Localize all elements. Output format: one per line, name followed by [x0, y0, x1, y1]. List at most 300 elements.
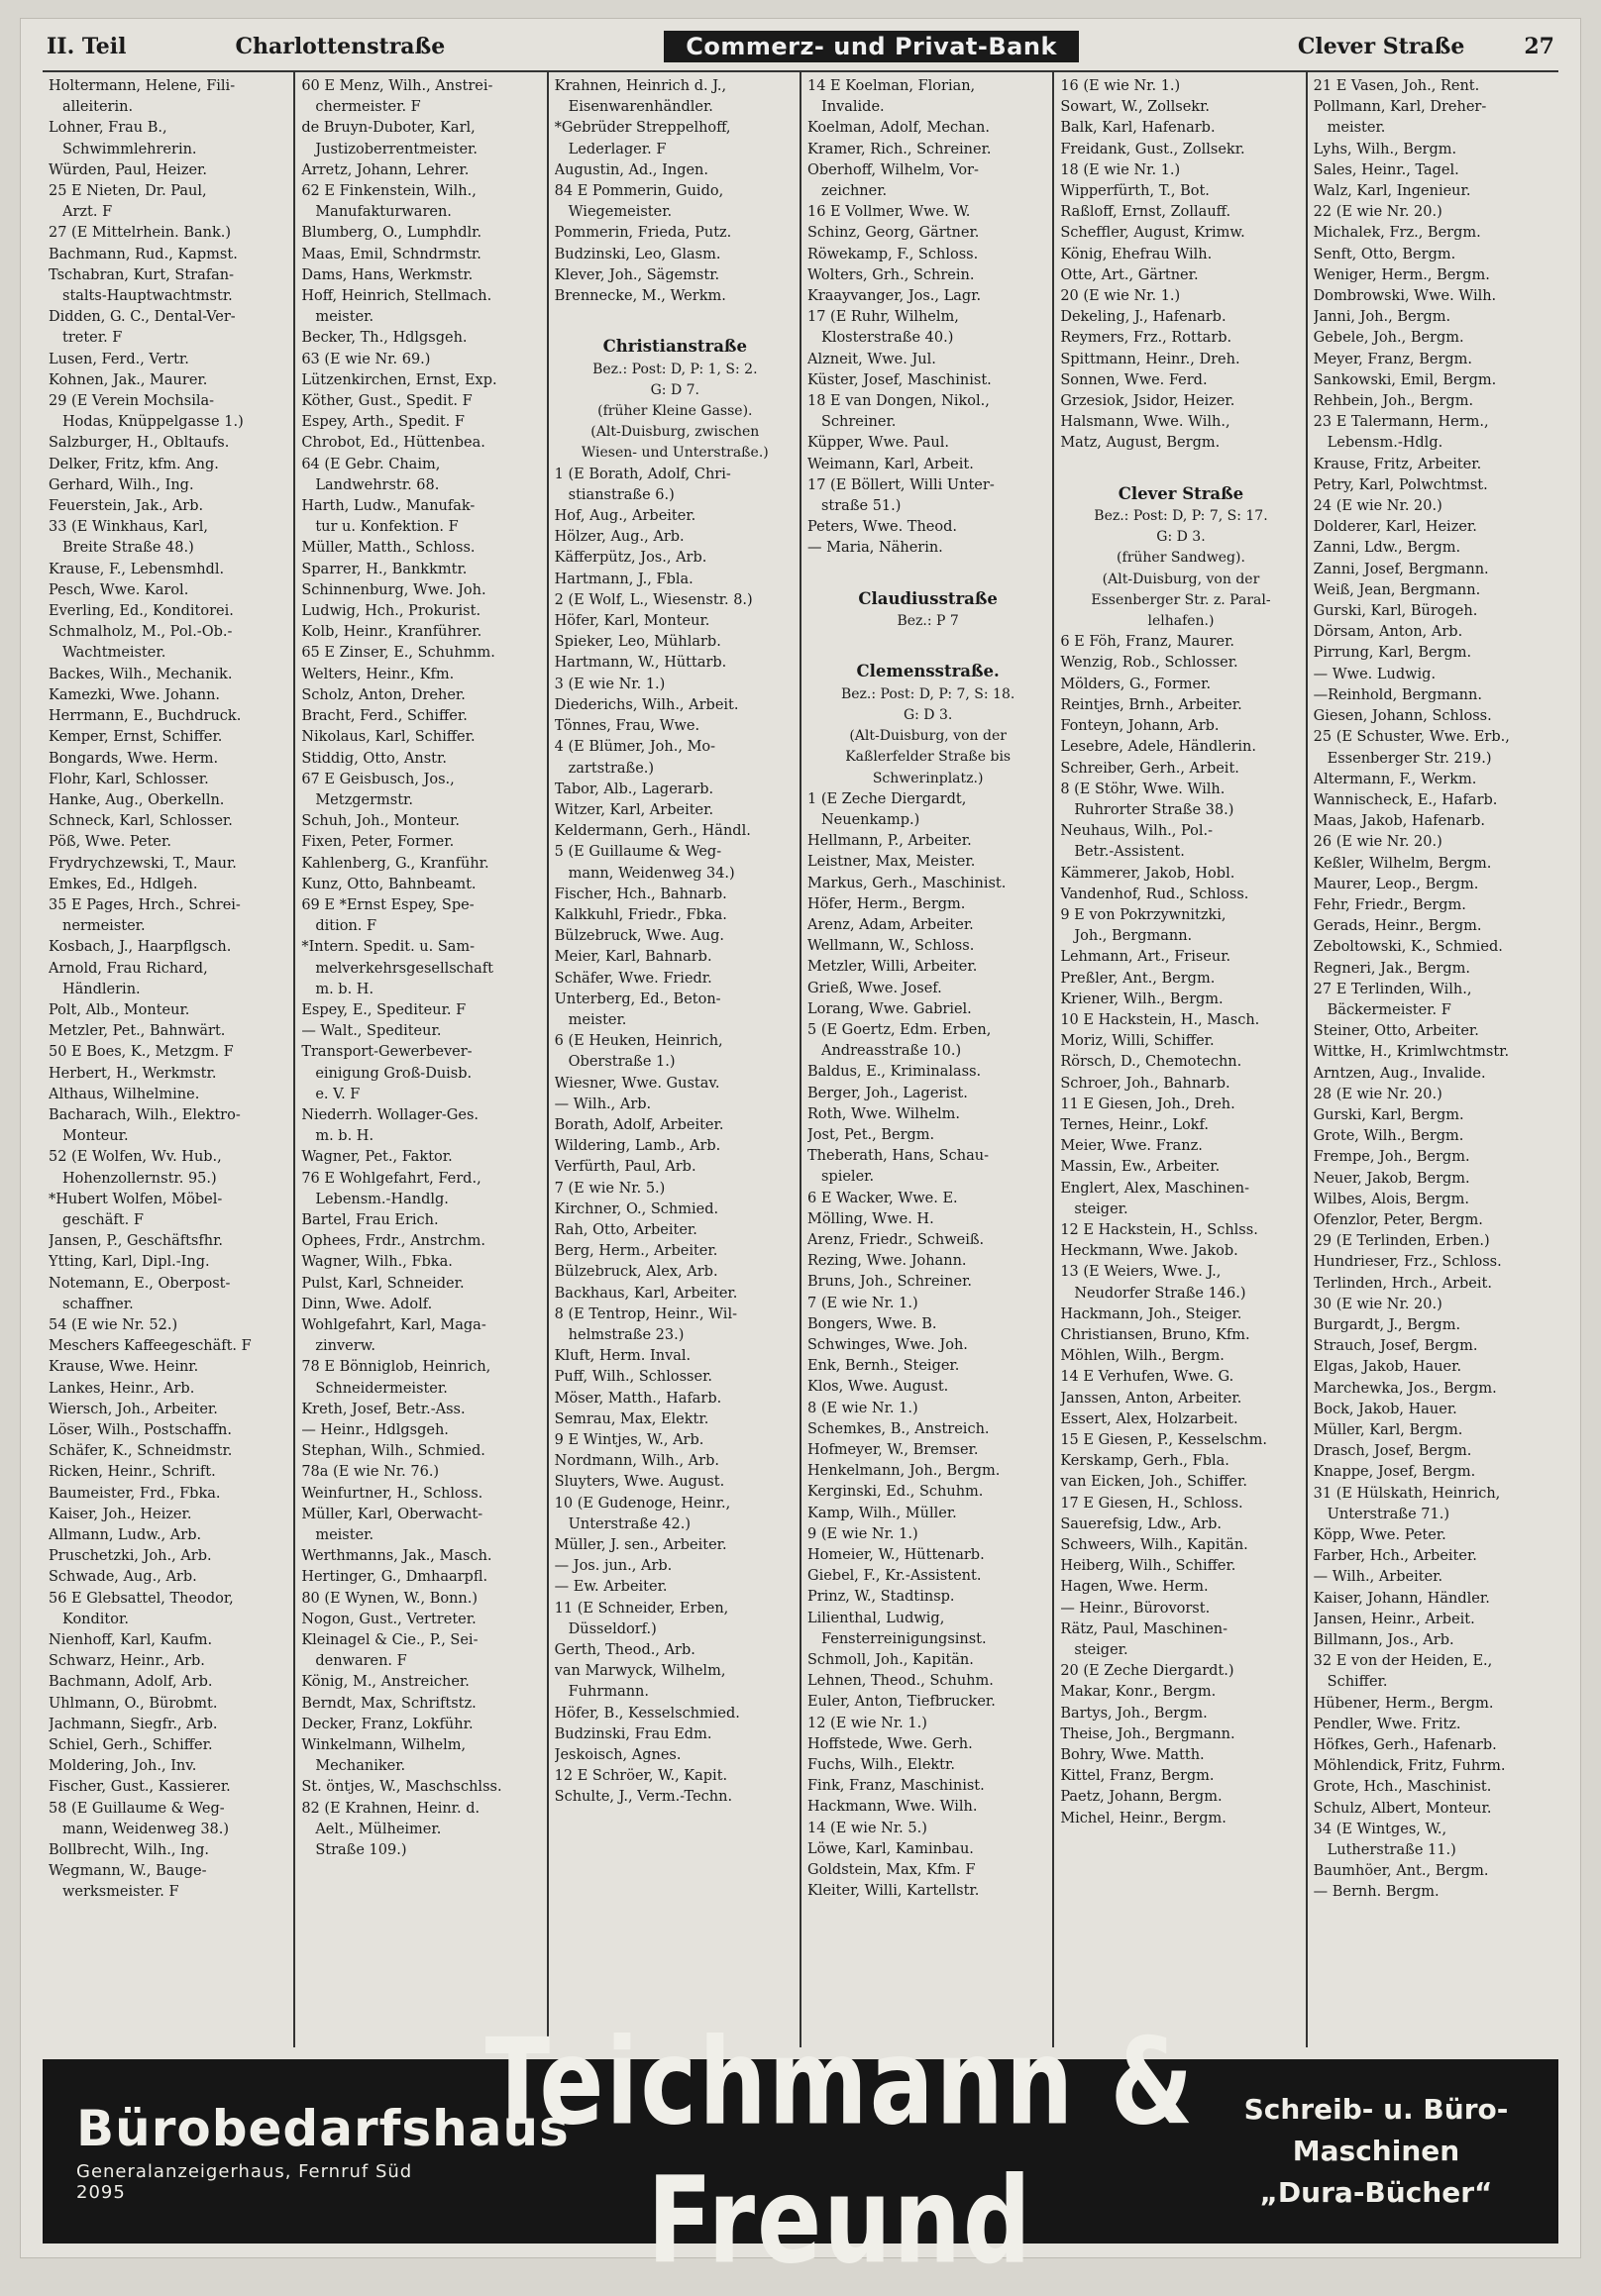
street-info: Bez.: Post: D, P: 7, S: 18.: [840, 685, 1015, 702]
directory-entry: Giebel, F., Kr.-Assistent.: [806, 1568, 982, 1585]
directory-entry: Hanke, Aug., Oberkelln.: [49, 791, 225, 808]
ad-line-3: „Dura-Bücher“: [1259, 2176, 1493, 2209]
directory-entry: Müller, J. sen., Arbeiter.: [554, 1537, 727, 1554]
directory-entry: Schulz, Albert, Monteur.: [1313, 1800, 1492, 1817]
directory-entry: Dekeling, J., Hafenarb.: [1060, 309, 1227, 326]
street-info: Schwerinplatz.): [872, 770, 984, 786]
directory-entry: 64 (E Gebr. Chaim,: [301, 456, 441, 472]
directory-entry: Wohlgefahrt, Karl, Maga-: [301, 1316, 486, 1333]
directory-entry: Wittke, H., Krimlwchtmstr.: [1313, 1044, 1510, 1061]
directory-entry: Gerads, Heinr., Bergm.: [1313, 918, 1482, 935]
directory-entry: Salzburger, H., Obltaufs.: [49, 435, 230, 452]
directory-entry: Landwehrstr. 68.: [315, 476, 440, 493]
directory-entry: Schemkes, B., Anstreich.: [806, 1420, 990, 1437]
directory-entry: Decker, Franz, Lokführ.: [301, 1716, 474, 1732]
directory-entry: Wiersch, Joh., Arbeiter.: [49, 1401, 218, 1417]
directory-entry: Klever, Joh., Sägemstr.: [554, 266, 720, 283]
directory-entry: Theberath, Hans, Schau-: [806, 1148, 989, 1165]
directory-entry: 1 (E Zeche Diergardt,: [806, 790, 967, 807]
directory-entry: Kamezki, Wwe. Johann.: [49, 686, 221, 703]
street-info: Bez.: P 7: [897, 613, 959, 630]
directory-entry: Pesch, Wwe. Karol.: [49, 581, 189, 598]
directory-entry: Reintjes, Brnh., Arbeiter.: [1060, 696, 1242, 713]
directory-entry: meister.: [315, 309, 374, 326]
directory-entry: 62 E Finkenstein, Wilh.,: [301, 183, 477, 200]
directory-entry: König, Ehefrau Wilh.: [1060, 246, 1213, 262]
directory-entry: Kirchner, O., Schmied.: [554, 1200, 719, 1217]
directory-entry: *Intern. Spedit. u. Sam-: [301, 939, 476, 956]
directory-entry: Preßler, Ant., Bergm.: [1060, 970, 1216, 987]
directory-entry: 3 (E wie Nr. 1.): [554, 676, 666, 692]
directory-entry: Pulst, Karl, Schneider.: [301, 1275, 465, 1292]
directory-entry: Dörsam, Anton, Arb.: [1313, 624, 1463, 641]
directory-entry: Holtermann, Helene, Fili-: [49, 78, 236, 94]
directory-entry: Sankowski, Emil, Bergm.: [1313, 371, 1497, 388]
street-heading: Claudiusstraße: [858, 588, 998, 608]
directory-entry: 65 E Zinser, E., Schuhmm.: [301, 645, 495, 662]
directory-entry: zeichner.: [820, 183, 888, 200]
directory-entry: Fink, Franz, Maschinist.: [806, 1778, 985, 1795]
directory-entry: Schreiner.: [820, 414, 897, 431]
directory-entry: Tönnes, Frau, Wwe.: [554, 718, 700, 735]
directory-entry: Ternes, Heinr., Lokf.: [1060, 1116, 1209, 1133]
directory-entry: 56 E Glebsattel, Theodor,: [49, 1590, 234, 1607]
directory-entry: Klosterstraße 40.): [820, 330, 954, 347]
directory-entry: Fehr, Friedr., Bergm.: [1313, 896, 1466, 913]
directory-entry: Kittel, Franz, Bergm.: [1060, 1768, 1215, 1785]
directory-entry: 6 E Wacker, Wwe. E.: [806, 1190, 958, 1206]
directory-entry: 78 E Bönniglob, Heinrich,: [301, 1359, 491, 1376]
directory-entry: Keßler, Wilhelm, Bergm.: [1313, 855, 1492, 872]
directory-entry: [555, 307, 796, 328]
directory-entry: Krahnen, Heinrich d. J.,: [554, 78, 727, 94]
directory-entry: Spittmann, Heinr., Dreh.: [1060, 351, 1240, 367]
advertisement-banner: [43, 2013, 1558, 2290]
directory-entry: Zanni, Josef, Bergmann.: [1313, 561, 1489, 577]
directory-entry: Hartmann, J., Fbla.: [554, 571, 694, 587]
directory-entry: Arnold, Frau Richard,: [49, 960, 208, 977]
directory-entry: 10 E Hackstein, H., Masch.: [1060, 1011, 1260, 1028]
directory-entry: Hartmann, W., Hüttarb.: [554, 655, 727, 672]
directory-entry: m. b. H.: [315, 1128, 374, 1145]
directory-entry: Wellmann, W., Schloss.: [806, 938, 975, 955]
directory-entry: Manufakturwaren.: [315, 204, 452, 221]
directory-entry: Witzer, Karl, Arbeiter.: [554, 801, 714, 818]
directory-entry: Ricken, Heinr., Schrift.: [49, 1464, 216, 1481]
directory-entry: Wenzig, Rob., Schlosser.: [1060, 655, 1238, 672]
directory-entry: Keldermann, Gerh., Händl.: [554, 823, 751, 840]
ad-shop-name: Bürobedarfshaus: [76, 2100, 570, 2157]
directory-entry: Jansen, P., Geschäftsfhr.: [49, 1233, 224, 1250]
directory-entry: Transport-Gewerbever-: [301, 1044, 473, 1061]
directory-entry: Wipperfürth, T., Bot.: [1060, 183, 1210, 200]
directory-entry: Semrau, Max, Elektr.: [554, 1410, 709, 1427]
directory-entry: Jansen, Heinr., Arbeit.: [1313, 1611, 1475, 1627]
directory-entry: 30 (E wie Nr. 20.): [1313, 1296, 1442, 1312]
directory-entry: de Bruyn-Duboter, Karl,: [301, 120, 476, 137]
directory-entry: Pirrung, Karl, Bergm.: [1313, 645, 1472, 662]
directory-entry: Andreasstraße 10.): [820, 1043, 962, 1060]
directory-entry: Welters, Heinr., Kfm.: [301, 666, 455, 682]
directory-entry: Hellmann, P., Arbeiter.: [806, 833, 972, 850]
directory-entry: 16 E Vollmer, Wwe. W.: [806, 204, 971, 221]
directory-entry: Henkelmann, Joh., Bergm.: [806, 1463, 1001, 1480]
directory-entry: Kleinagel & Cie., P., Sei-: [301, 1632, 479, 1649]
column-6: [1308, 72, 1558, 2047]
directory-entry: Markus, Gerh., Maschinist.: [806, 875, 1007, 891]
directory-entry: Lutherstraße 11.): [1327, 1842, 1456, 1859]
directory-entry: Pendler, Wwe. Fritz.: [1313, 1716, 1461, 1732]
directory-entry: Kreth, Josef, Betr.-Ass.: [301, 1401, 466, 1417]
directory-entry: —Reinhold, Bergmann.: [1313, 686, 1482, 703]
directory-entry: 8 (E Stöhr, Wwe. Wilh.: [1060, 781, 1226, 797]
directory-entry: 60 E Menz, Wilh., Anstrei-: [301, 78, 493, 94]
directory-entry: Höfer, Herm., Bergm.: [806, 895, 966, 912]
directory-entry: Justizoberrentmeister.: [315, 141, 478, 157]
street-heading: Clever Straße: [1118, 483, 1244, 503]
directory-entry: 5 (E Guillaume & Weg-: [554, 844, 722, 861]
directory-entry: Maas, Jakob, Hafenarb.: [1313, 813, 1485, 830]
directory-entry: spieler.: [820, 1169, 875, 1186]
street-info: (früher Kleine Gasse).: [597, 403, 753, 420]
directory-entry: Bongers, Wwe. B.: [806, 1315, 937, 1332]
directory-entry: Bartys, Joh., Bergm.: [1060, 1705, 1208, 1722]
directory-entry: Niederrh. Wollager-Ges.: [301, 1106, 479, 1123]
directory-entry: Pommerin, Frieda, Putz.: [554, 225, 732, 242]
directory-entry: treter. F: [62, 330, 123, 347]
directory-entry: Bock, Jakob, Hauer.: [1313, 1401, 1457, 1417]
directory-entry: Didden, G. C., Dental-Ver-: [49, 309, 236, 326]
directory-entry: Mölders, G., Former.: [1060, 676, 1212, 692]
directory-entry: tur u. Konfektion. F: [315, 519, 459, 536]
directory-entry: Schwimmlehrerin.: [62, 141, 197, 157]
directory-entry: Hertinger, G., Dmhaarpfl.: [301, 1569, 488, 1586]
directory-entry: Hohenzollernstr. 95.): [62, 1170, 217, 1187]
street-info: G: D 3.: [1156, 529, 1206, 546]
column-2: [295, 72, 548, 2047]
directory-entry: Bongards, Wwe. Herm.: [49, 750, 219, 767]
directory-entry: Unterstraße 71.): [1327, 1506, 1449, 1522]
directory-entry: Jost, Pet., Bergm.: [806, 1126, 935, 1143]
directory-entry: Schmoll, Joh., Kapitän.: [806, 1652, 974, 1669]
directory-entry: — Wilh., Arb.: [554, 1096, 652, 1112]
directory-entry: Everling, Ed., Konditorei.: [49, 603, 234, 620]
directory-entry: 21 E Vasen, Joh., Rent.: [1313, 78, 1480, 94]
directory-entry: Mölling, Wwe. H.: [806, 1210, 934, 1227]
street-heading: Clemensstraße.: [856, 662, 1000, 681]
directory-entry: Kriener, Wilh., Bergm.: [1060, 991, 1224, 1007]
directory-entry: 27 E Terlinden, Wilh.,: [1313, 981, 1472, 997]
directory-entry: Sales, Heinr., Tagel.: [1313, 161, 1459, 178]
directory-entry: Lohner, Frau B.,: [49, 120, 167, 137]
directory-entry: Sauerefsig, Ldw., Arb.: [1060, 1515, 1222, 1532]
directory-entry: Schiel, Gerh., Schiffer.: [49, 1737, 213, 1754]
directory-entry: Weinfurtner, H., Schloss.: [301, 1485, 483, 1502]
directory-entry: Pollmann, Karl, Dreher-: [1313, 99, 1487, 116]
ad-right: [1227, 2089, 1525, 2214]
directory-entry: Hoffstede, Wwe. Gerh.: [806, 1735, 973, 1752]
directory-entry: Polt, Alb., Monteur.: [49, 1001, 190, 1018]
directory-entry: stalts-Hauptwachtmstr.: [62, 288, 233, 305]
directory-entry: Lilienthal, Ludwig,: [806, 1610, 945, 1626]
directory-entry: Blumberg, O., Lumphdlr.: [301, 225, 482, 242]
directory-entry: Küpper, Wwe. Paul.: [806, 435, 949, 452]
directory-entry: Oberhoff, Wilhelm, Vor-: [806, 161, 979, 178]
directory-entry: steiger.: [1074, 1200, 1128, 1217]
directory-entry: Löser, Wilh., Postschaffn.: [49, 1422, 232, 1438]
directory-entry: Gurski, Karl, Bergm.: [1313, 1106, 1464, 1123]
directory-entry: Moriz, Willi, Schiffer.: [1060, 1033, 1215, 1050]
directory-entry: — Walt., Spediteur.: [301, 1023, 442, 1040]
directory-entry: Kämmerer, Jakob, Hobl.: [1060, 865, 1235, 882]
directory-entry: Arretz, Johann, Lehrer.: [301, 161, 470, 178]
directory-entry: 29 (E Verein Mochsila-: [49, 393, 215, 410]
directory-entry: Gerth, Theod., Arb.: [554, 1642, 695, 1659]
directory-entry: Krause, F., Lebensmhdl.: [49, 561, 225, 577]
directory-entry: Sparrer, H., Bankkmtr.: [301, 561, 468, 577]
directory-entry: 7 (E wie Nr. 1.): [806, 1295, 918, 1311]
directory-entry: Prinz, W., Stadtinsp.: [806, 1589, 955, 1606]
directory-entry: Fischer, Gust., Kassierer.: [49, 1779, 231, 1796]
directory-entry: Leistner, Max, Meister.: [806, 854, 976, 871]
directory-entry: Kohnen, Jak., Maurer.: [49, 371, 208, 388]
directory-entry: Schmalholz, M., Pol.-Ob.-: [49, 624, 233, 641]
directory-entry: einigung Groß-Duisb.: [315, 1065, 473, 1082]
directory-entry: 18 E van Dongen, Nikol.,: [806, 393, 990, 410]
directory-entry: Peters, Wwe. Theod.: [806, 519, 957, 536]
directory-entry: 5 (E Goertz, Edm. Erben,: [806, 1021, 992, 1038]
directory-entry: Höfkes, Gerh., Hafenarb.: [1313, 1737, 1497, 1754]
directory-entry: Maurer, Leop., Bergm.: [1313, 876, 1479, 892]
directory-entry: Höfer, B., Kesselschmied.: [554, 1705, 740, 1722]
directory-entry: Köpp, Wwe. Peter.: [1313, 1527, 1446, 1544]
directory-entry: 12 E Schröer, W., Kapit.: [554, 1768, 728, 1785]
directory-entry: 18 (E wie Nr. 1.): [1060, 161, 1181, 178]
directory-entry: Röwekamp, F., Schloss.: [806, 246, 979, 262]
directory-entry: Homeier, W., Hüttenarb.: [806, 1547, 985, 1564]
directory-entry: 67 E Geisbusch, Jos.,: [301, 771, 455, 787]
directory-entry: Schwinges, Wwe. Joh.: [806, 1336, 968, 1353]
directory-entry: Knappe, Josef, Bergm.: [1313, 1464, 1476, 1481]
directory-entry: Gebele, Joh., Bergm.: [1313, 330, 1464, 347]
directory-entry: steiger.: [1074, 1642, 1128, 1659]
directory-entry: Fixen, Peter, Former.: [301, 834, 455, 851]
directory-entry: Metzler, Willi, Arbeiter.: [806, 959, 978, 976]
directory-entry: Regneri, Jak., Bergm.: [1313, 960, 1471, 977]
directory-entry: Vandenhof, Rud., Schloss.: [1060, 886, 1249, 902]
directory-entry: Rezing, Wwe. Johann.: [806, 1253, 967, 1270]
directory-entry: Konditor.: [62, 1611, 129, 1627]
directory-entry: Backes, Wilh., Mechanik.: [49, 666, 233, 682]
street-heading: Christianstraße: [602, 337, 747, 357]
directory-entry: Matz, August, Bergm.: [1060, 435, 1221, 452]
directory-entry: Sluyters, Wwe. August.: [554, 1474, 725, 1491]
directory-entry: Winkelmann, Wilhelm,: [301, 1737, 467, 1754]
directory-entry: 25 (E Schuster, Wwe. Erb.,: [1313, 729, 1510, 746]
directory-entry: Meier, Karl, Bahnarb.: [554, 949, 712, 966]
directory-entry: Invalide.: [820, 99, 885, 116]
directory-entry: 22 (E wie Nr. 20.): [1313, 204, 1442, 221]
directory-entry: Jachmann, Siegfr., Arb.: [49, 1716, 218, 1732]
directory-entry: Scholz, Anton, Dreher.: [301, 686, 466, 703]
directory-entry: Sonnen, Wwe. Ferd.: [1060, 371, 1208, 388]
directory-entry: Hübener, Herm., Bergm.: [1313, 1695, 1494, 1712]
directory-entry: Wagner, Pet., Faktor.: [301, 1149, 453, 1166]
directory-entry: Feuerstein, Jak., Arb.: [49, 498, 204, 515]
directory-entry: 7 (E wie Nr. 5.): [554, 1180, 666, 1197]
directory-entry: Christiansen, Bruno, Kfm.: [1060, 1326, 1250, 1343]
directory-entry: Berg, Herm., Arbeiter.: [554, 1243, 718, 1260]
directory-entry: 16 (E wie Nr. 1.): [1060, 78, 1181, 94]
directory-entry: Tschabran, Kurt, Strafan-: [49, 266, 234, 283]
directory-entry: Monteur.: [62, 1128, 129, 1145]
directory-entry: Pöß, Wwe. Peter.: [49, 834, 171, 851]
ad-line-2: Maschinen: [1292, 2135, 1460, 2167]
directory-entry: Lesebre, Adele, Händlerin.: [1060, 739, 1256, 756]
directory-entry: Lorang, Wwe. Gabriel.: [806, 1000, 972, 1017]
directory-entry: Hof, Aug., Arbeiter.: [554, 508, 696, 525]
directory-entry: Drasch, Josef, Bergm.: [1313, 1443, 1472, 1460]
directory-entry: schaffner.: [62, 1296, 134, 1312]
directory-entry: *Hubert Wolfen, Möbel-: [49, 1191, 223, 1207]
directory-entry: Unterstraße 42.): [568, 1515, 691, 1532]
directory-entry: Möser, Matth., Hafarb.: [554, 1390, 722, 1407]
directory-entry: Grzesiok, Jsidor, Heizer.: [1060, 393, 1235, 410]
directory-entry: Frempe, Joh., Bergm.: [1313, 1149, 1470, 1166]
directory-entry: Michalek, Frz., Bergm.: [1313, 225, 1481, 242]
directory-entry: 26 (E wie Nr. 20.): [1313, 834, 1442, 851]
directory-entry: — Maria, Näherin.: [806, 540, 943, 557]
directory-entry: Käfferpütz, Jos., Arb.: [554, 550, 707, 567]
directory-entry: Koelman, Adolf, Mechan.: [806, 120, 990, 137]
directory-entry: Kamp, Wilh., Müller.: [806, 1505, 957, 1521]
directory-entry: Otte, Art., Gärtner.: [1060, 266, 1199, 283]
directory-entry: Arntzen, Aug., Invalide.: [1313, 1065, 1486, 1082]
directory-entry: Herrmann, E., Buchdruck.: [49, 708, 242, 725]
directory-entry: meister.: [568, 1011, 627, 1028]
directory-entry: chermeister. F: [315, 99, 421, 116]
directory-entry: Stephan, Wilh., Schmied.: [301, 1443, 485, 1460]
street-info: Bez.: Post: D, P: 7, S: 17.: [1094, 508, 1268, 525]
directory-entry: 54 (E wie Nr. 52.): [49, 1316, 178, 1333]
directory-entry: Straße 109.): [315, 1842, 407, 1859]
directory-entry: 4 (E Blümer, Joh., Mo-: [554, 739, 716, 756]
directory-entry: Schiffer.: [1327, 1674, 1388, 1691]
directory-entry: Rörsch, D., Chemotechn.: [1060, 1054, 1242, 1071]
directory-entry: 12 (E wie Nr. 1.): [806, 1715, 927, 1731]
directory-entry: — Wwe. Ludwig.: [1313, 666, 1437, 682]
directory-entry: Espey, Arth., Spedit. F: [301, 414, 465, 431]
directory-entry: Kraayvanger, Jos., Lagr.: [806, 288, 982, 305]
directory-entry: Kaiser, Johann, Händler.: [1313, 1590, 1490, 1607]
directory-entry: geschäft. F: [62, 1211, 144, 1228]
street-info: (früher Sandweg).: [1117, 550, 1245, 567]
directory-entry: Petry, Karl, Polwchtmst.: [1313, 476, 1488, 493]
ad-address: Generalanzeigerhaus, Fernruf Süd 2095: [76, 2161, 413, 2203]
directory-entry: 17 (E Ruhr, Wilhelm,: [806, 309, 959, 326]
directory-entry: Schinz, Georg, Gärtner.: [806, 225, 980, 242]
directory-entry: Grote, Wilh., Bergm.: [1313, 1128, 1464, 1145]
directory-entry: straße 51.): [820, 498, 902, 515]
directory-entry: Schulte, J., Verm.-Techn.: [554, 1789, 733, 1806]
directory-entry: 12 E Hackstein, H., Schlss.: [1060, 1221, 1258, 1238]
directory-entry: Meschers Kaffeegeschäft. F: [49, 1338, 252, 1355]
directory-entry: Chrobot, Ed., Hüttenbea.: [301, 435, 485, 452]
directory-entry: Werthmanns, Jak., Masch.: [301, 1548, 492, 1565]
directory-entry: 11 (E Schneider, Erben,: [554, 1600, 729, 1617]
directory-entry: Paetz, Johann, Bergm.: [1060, 1789, 1223, 1806]
directory-entry: 63 (E wie Nr. 69.): [301, 351, 431, 367]
directory-entry: Höfer, Karl, Monteur.: [554, 613, 710, 630]
directory-entry: Verfürth, Paul, Arb.: [554, 1159, 696, 1176]
directory-entry: 14 E Verhufen, Wwe. G.: [1060, 1369, 1234, 1386]
directory-entry: 1 (E Borath, Adolf, Chri-: [554, 466, 731, 482]
directory-entry: m. b. H.: [315, 981, 374, 997]
directory-entry: Schwade, Aug., Arb.: [49, 1569, 197, 1586]
directory-entry: Heiberg, Wilh., Schiffer.: [1060, 1558, 1236, 1575]
directory-entry: Goldstein, Max, Kfm. F: [806, 1862, 976, 1879]
directory-entry: Englert, Alex, Maschinen-: [1060, 1180, 1249, 1197]
directory-entry: Wolters, Grh., Schrein.: [806, 266, 975, 283]
directory-entry: Balk, Karl, Hafenarb.: [1060, 120, 1216, 137]
directory-entry: Hackmann, Joh., Steiger.: [1060, 1305, 1242, 1322]
directory-entry: zinverw.: [315, 1338, 375, 1355]
directory-entry: 6 E Föh, Franz, Maurer.: [1060, 634, 1235, 651]
directory-entry: 15 E Giesen, P., Kesselschm.: [1060, 1432, 1267, 1448]
directory-entry: Dolderer, Karl, Heizer.: [1313, 519, 1477, 536]
directory-entry: 23 E Talermann, Herm.,: [1313, 414, 1489, 431]
directory-entry: Strauch, Josef, Bergm.: [1313, 1338, 1478, 1355]
directory-entry: Grote, Hch., Maschinist.: [1313, 1779, 1492, 1796]
directory-entry: Weimann, Karl, Arbeit.: [806, 456, 974, 472]
directory-entry: Wiegemeister.: [568, 204, 673, 221]
directory-entry: Raßloff, Ernst, Zollauff.: [1060, 204, 1231, 221]
directory-entry: 11 E Giesen, Joh., Dreh.: [1060, 1096, 1235, 1112]
directory-entry: Borath, Adolf, Arbeiter.: [554, 1116, 724, 1133]
directory-entry: Möhlendick, Fritz, Fuhrm.: [1313, 1758, 1506, 1775]
directory-entry: Hundrieser, Frz., Schloss.: [1313, 1254, 1502, 1271]
ad-company-name: Teichmann & Freund: [484, 2013, 1196, 2290]
directory-entry: 78a (E wie Nr. 76.): [301, 1464, 440, 1481]
directory-entry: Fuhrmann.: [568, 1684, 650, 1701]
directory-entry: Düsseldorf.): [568, 1620, 657, 1637]
directory-entry: Tabor, Alb., Lagerarb.: [554, 781, 714, 797]
directory-entry: Lebensm.-Hdlg.: [1327, 435, 1443, 452]
directory-entry: Hodas, Knüppelgasse 1.): [62, 414, 244, 431]
directory-entry: Betr.-Assistent.: [1074, 844, 1185, 861]
directory-entry: Schreiber, Gerh., Arbeit.: [1060, 760, 1239, 777]
directory-entry: Küster, Josef, Maschinist.: [806, 371, 992, 388]
directory-entry: Delker, Fritz, kfm. Ang.: [49, 456, 219, 472]
directory-entry: Schneck, Karl, Schlosser.: [49, 813, 233, 830]
street-info: G: D 3.: [903, 706, 953, 723]
directory-entry: Budzinski, Frau Edm.: [554, 1725, 712, 1742]
directory-entry: Brennecke, M., Werkm.: [554, 288, 726, 305]
directory-entry: Uhlmann, O., Bürobmt.: [49, 1695, 218, 1712]
directory-entry: Marchewka, Jos., Bergm.: [1313, 1380, 1497, 1397]
directory-entry: meister.: [315, 1527, 374, 1544]
directory-entry: Notemann, E., Oberpost-: [49, 1275, 231, 1292]
directory-entry: Wildering, Lamb., Arb.: [554, 1138, 721, 1155]
directory-entry: — Bernh. Bergm.: [1313, 1884, 1440, 1901]
directory-entry: Nikolaus, Karl, Schiffer.: [301, 729, 476, 746]
directory-entry: 35 E Pages, Hrch., Schrei-: [49, 896, 241, 913]
directory-entry: Rehbein, Joh., Bergm.: [1313, 393, 1474, 410]
directory-entry: Stiddig, Otto, Anstr.: [301, 750, 447, 767]
directory-entry: Möhlen, Wilh., Bergm.: [1060, 1348, 1225, 1365]
directory-entry: Hoff, Heinrich, Stellmach.: [301, 288, 492, 305]
directory-entry: Joh., Bergmann.: [1074, 928, 1193, 945]
